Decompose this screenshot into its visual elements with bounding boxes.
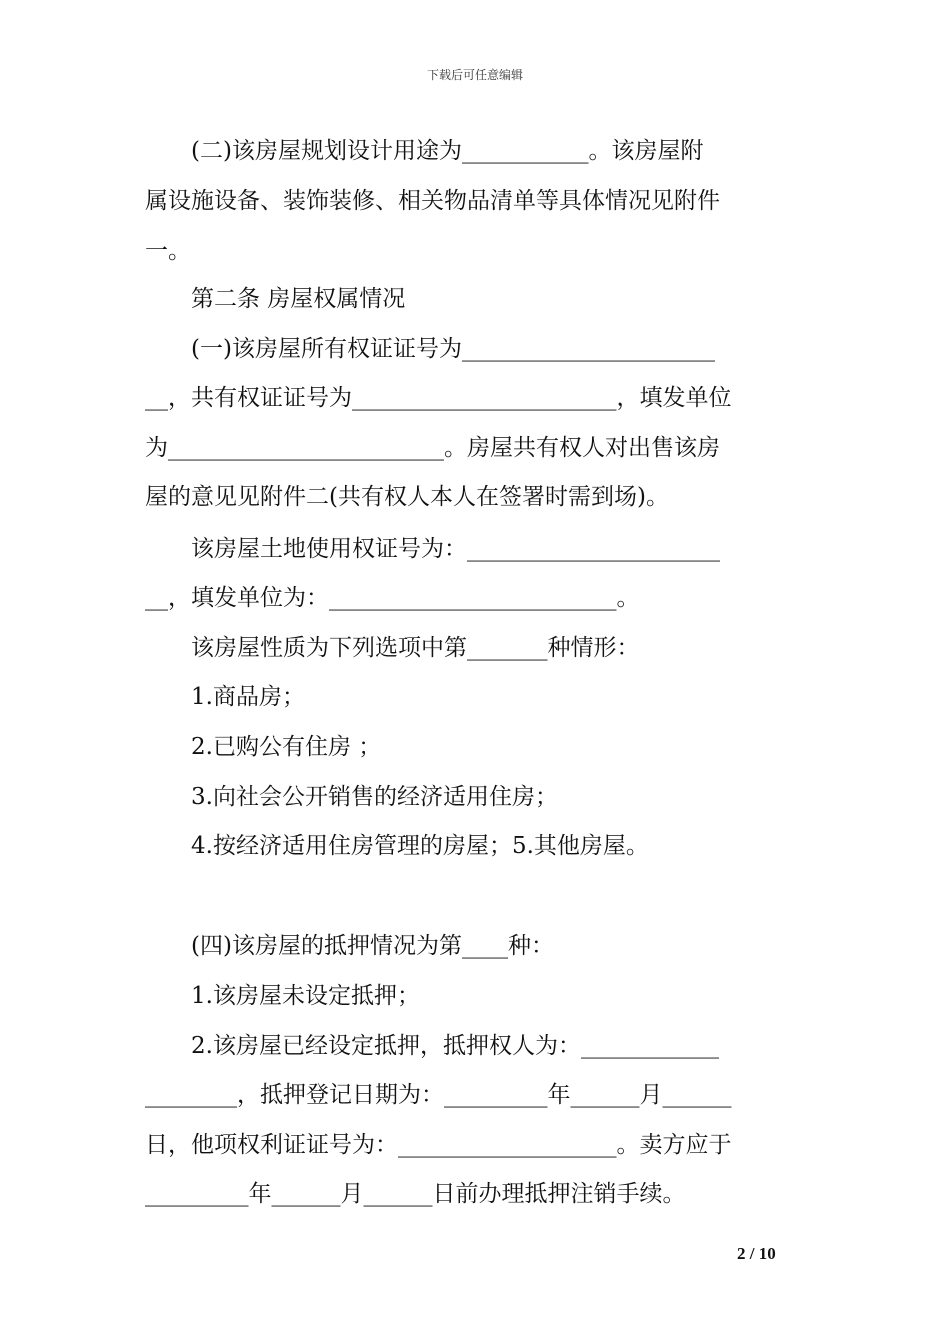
text-line: 属设施设备、装饰装修、相关物品清单等具体情况见附件 bbox=[145, 188, 720, 214]
list-item: 2.已购公有住房 ； bbox=[145, 734, 382, 760]
text-line: __，填发单位为：_________________________。 bbox=[145, 585, 640, 611]
text-line: (二)该房屋规划设计用途为___________。该房屋附 bbox=[145, 138, 704, 164]
text-line: 为________________________。房屋共有权人对出售该房 bbox=[145, 435, 720, 461]
list-item: 4.按经济适用住房管理的房屋；5.其他房屋。 bbox=[145, 833, 649, 859]
text-line: 第二条 房屋权属情况 bbox=[145, 286, 406, 312]
text-line: _________年______月______日前办理抵押注销手续。 bbox=[145, 1181, 686, 1207]
text-line: 日，他项权利证证号为：___________________。卖方应于 bbox=[145, 1132, 732, 1158]
text-line: (一)该房屋所有权证证号为______________________ bbox=[145, 336, 715, 362]
text-line: 一。 bbox=[145, 238, 191, 264]
text-line: 屋的意见见附件二(共有权人本人在签署时需到场)。 bbox=[145, 484, 669, 510]
page-header: 下载后可任意编辑 bbox=[426, 68, 523, 82]
list-item: 1.商品房； bbox=[145, 684, 305, 710]
text-line: __，共有权证证号为_______________________，填发单位 bbox=[145, 385, 732, 411]
text-line: 该房屋土地使用权证号为：______________________ bbox=[145, 536, 720, 562]
list-item: 2.该房屋已经设定抵押，抵押权人为：____________ bbox=[145, 1033, 719, 1059]
list-item: 3.向社会公开销售的经济适用住房； bbox=[145, 784, 558, 810]
page-number: 2 / 10 bbox=[737, 1244, 776, 1263]
text-line: ________，抵押登记日期为：_________年______月______ bbox=[145, 1082, 732, 1108]
text-line: 该房屋性质为下列选项中第_______种情形： bbox=[145, 635, 640, 661]
text-line: (四)该房屋的抵押情况为第____种： bbox=[145, 933, 554, 959]
list-item: 1.该房屋未设定抵押； bbox=[145, 983, 420, 1009]
